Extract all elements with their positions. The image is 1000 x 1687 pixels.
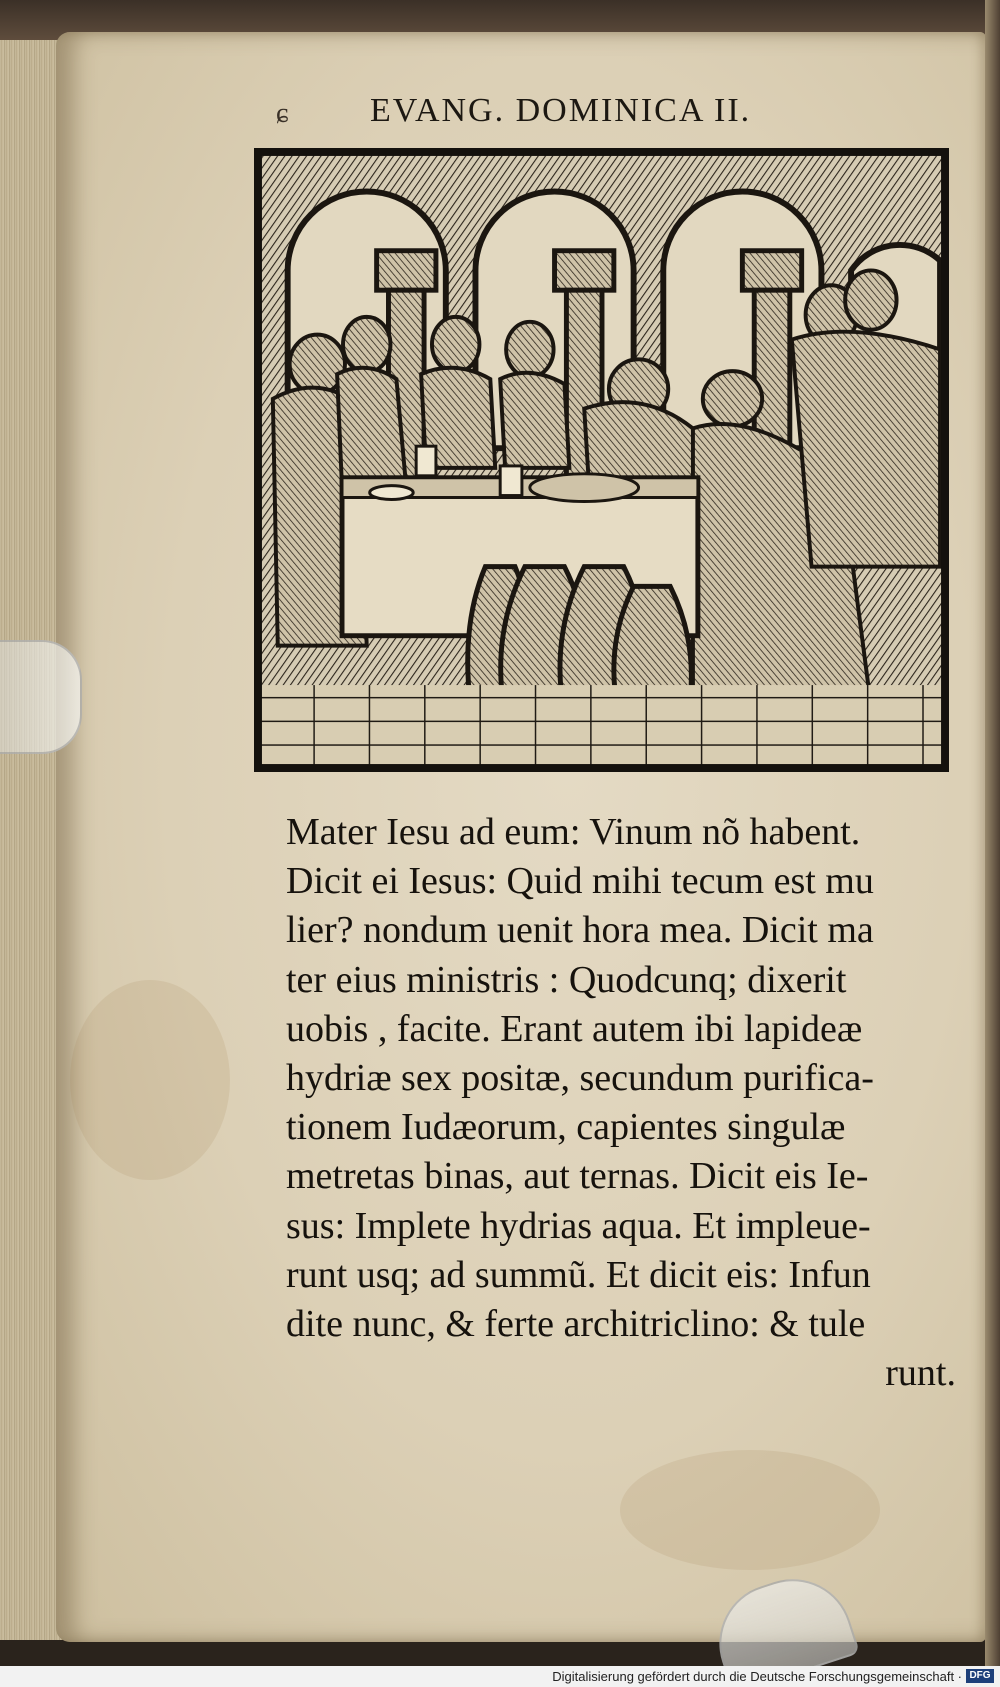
woodcut-drawing <box>258 152 945 768</box>
woodcut-illustration <box>254 148 949 772</box>
book-right-edge <box>985 0 1000 1687</box>
dfg-logo: DFG <box>966 1669 994 1683</box>
text-line: metretas binas, aut ternas. Dicit eis Ie- <box>286 1155 869 1198</box>
gospel-text <box>286 808 956 1398</box>
text-line: Mater Iesu ad eum: Vinum nõ habent. <box>286 811 861 853</box>
text-line: tionem Iudæorum, capientes singulæ <box>286 1106 846 1149</box>
running-title: EVANG. DOMINICA II. <box>370 92 752 129</box>
text-line: uobis , facite. Erant autem ibi lapideæ <box>286 1007 863 1050</box>
page-stack-edge <box>0 40 64 1640</box>
digitization-credit-bar <box>0 1666 1000 1687</box>
page-clip-left <box>0 640 82 754</box>
page-ornament: ɕ <box>276 98 291 129</box>
credit-text: Digitalisierung gefördert durch die Deutsche Forschungsgemeinschaft · <box>552 1669 962 1684</box>
text-line: dite nunc, & ferte architriclino: & tule <box>286 1302 866 1345</box>
paper-stain <box>620 1450 880 1570</box>
running-header <box>270 92 910 136</box>
text-line: Dicit ei Iesus: Quid mihi tecum est mu <box>286 860 874 903</box>
text-line: runt usq; ad summũ. Et dicit eis: Infun <box>286 1253 871 1296</box>
text-line: lier? nondum uenit hora mea. Dicit ma <box>286 909 874 952</box>
text-line: hydriæ sex positæ, secundum purifica- <box>286 1056 874 1099</box>
paper-stain <box>70 980 230 1180</box>
text-line: ter eius ministris : Quodcunq; dixerit <box>286 958 847 1001</box>
text-line: sus: Implete hydrias aqua. Et impleue- <box>286 1204 871 1247</box>
text-line-final: runt. <box>885 1352 956 1395</box>
